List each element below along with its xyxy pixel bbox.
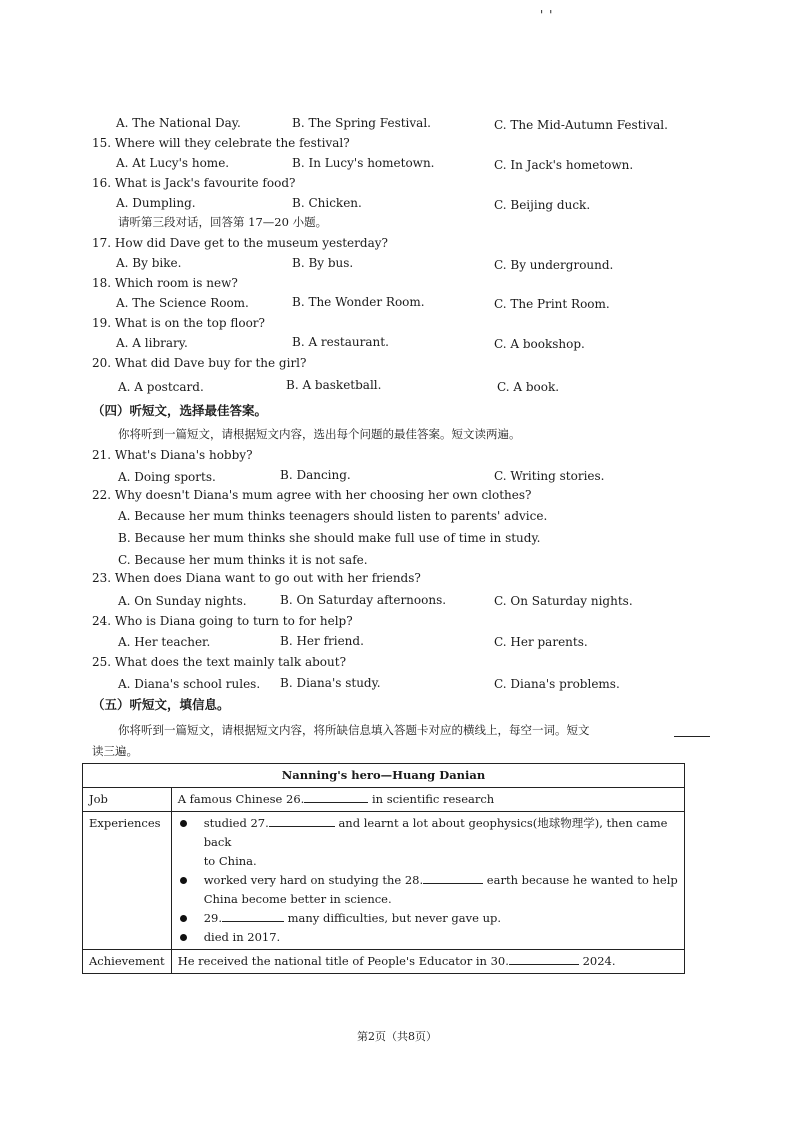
q15-option-b: B. In Lucy's hometown.: [292, 156, 435, 170]
experience-item-2: [178, 871, 678, 890]
q15-option-c: C. In Jack's hometown.: [494, 158, 634, 172]
q19-option-a: A. A library.: [116, 336, 188, 350]
q18-option-b: B. The Wonder Room.: [292, 295, 425, 309]
q14-option-c: C. The Mid-Autumn Festival.: [494, 118, 668, 132]
section4-instruction: 你将听到一篇短文，请根据短文内容，选出每个问题的最佳答案。短文读两遍。: [118, 427, 521, 441]
ach-text-pre: He received the national title of People's Educator in 30.: [177, 954, 509, 968]
blank-26: [304, 790, 368, 803]
exp1-text-post: and learnt a lot about geophysics(地球物理学), then came back: [203, 816, 668, 849]
q22-option-a: A. Because her mum thinks teenagers should listen to parents' advice.: [118, 509, 548, 523]
q17-option-c: C. By underground.: [494, 258, 614, 272]
q18-option-c: C. The Print Room.: [494, 297, 610, 311]
q23-option-a: A. On Sunday nights.: [118, 594, 247, 608]
bullet-icon: [180, 915, 187, 922]
q25-option-b: B. Diana's study.: [280, 676, 381, 690]
q23-option-c: C. On Saturday nights.: [494, 594, 633, 608]
q21-option-a: A. Doing sports.: [118, 470, 216, 484]
experience-item-4: [178, 928, 678, 947]
q24-option-a: A. Her teacher.: [118, 635, 211, 649]
q25-option-a: A. Diana's school rules.: [118, 677, 261, 691]
table-row-achievement: [83, 950, 685, 974]
job-text-pre: A famous Chinese 26.: [177, 792, 305, 806]
experience-item-1: [178, 814, 678, 852]
q16-question: 16. What is Jack's favourite food?: [92, 176, 296, 190]
q20-option-b: B. A basketball.: [286, 378, 382, 392]
top-mark: ' ': [540, 8, 554, 22]
job-cell: [171, 788, 684, 812]
q21-option-b: B. Dancing.: [280, 468, 351, 482]
achievement-cell: [171, 950, 684, 974]
section5-answer-line: [674, 735, 710, 737]
experiences-label: Experiences: [83, 812, 172, 950]
section5-title: （五）听短文，填信息。: [92, 697, 230, 712]
part3-instruction: 请听第三段对话，回答第 17—20 小题。: [118, 215, 328, 229]
section5-instruction-line1: 你将听到一篇短文，请根据短文内容，将所缺信息填入答题卡对应的横线上，每空一词。短文: [118, 723, 590, 737]
experiences-cell: [171, 812, 684, 950]
q18-option-a: A. The Science Room.: [116, 296, 249, 310]
exp2-text-post: earth because he wanted to help: [486, 873, 678, 887]
blank-28: [423, 871, 483, 884]
exp3-text-post: many difficulties, but never gave up.: [287, 911, 502, 925]
q22-question: 22. Why doesn't Diana's mum agree with her choosing her own clothes?: [92, 488, 532, 502]
q25-option-c: C. Diana's problems.: [494, 677, 620, 691]
section4-title: （四）听短文，选择最佳答案。: [92, 403, 268, 418]
bullet-icon: [180, 934, 187, 941]
q17-option-a: A. By bike.: [116, 256, 182, 270]
q14-option-b: B. The Spring Festival.: [292, 116, 431, 130]
section5-instruction-line2: 读三遍。: [92, 744, 138, 758]
exp2-continuation: China become better in science.: [203, 892, 392, 906]
info-table: [82, 763, 685, 974]
q24-option-b: B. Her friend.: [280, 634, 364, 648]
q23-question: 23. When does Diana want to go out with her friends?: [92, 571, 421, 585]
exp3-text-pre: 29.: [203, 911, 222, 925]
q17-question: 17. How did Dave get to the museum yesterday?: [92, 236, 388, 250]
q15-question: 15. Where will they celebrate the festival?: [92, 136, 350, 150]
bullet-icon: [180, 820, 187, 827]
info-table-title: Nanning's hero—Huang Danian: [83, 764, 685, 788]
table-row-job: [83, 788, 685, 812]
blank-27: [269, 814, 335, 827]
q20-question: 20. What did Dave buy for the girl?: [92, 356, 307, 370]
q21-option-c: C. Writing stories.: [494, 469, 605, 483]
experience-item-3: [178, 909, 678, 928]
table-row-experiences: [83, 812, 685, 950]
q22-option-b: B. Because her mum thinks she should make full use of time in study.: [118, 531, 541, 545]
q24-question: 24. Who is Diana going to turn to for help?: [92, 614, 353, 628]
ach-text-post: 2024.: [582, 954, 616, 968]
blank-30: [509, 952, 579, 965]
page-number: 第2页（共8页）: [357, 1030, 437, 1043]
q23-option-b: B. On Saturday afternoons.: [280, 593, 447, 607]
job-text-post: in scientific research: [371, 792, 495, 806]
blank-29: [222, 909, 284, 922]
q21-question: 21. What's Diana's hobby?: [92, 448, 253, 462]
exp4-text: died in 2017.: [203, 930, 281, 944]
q25-question: 25. What does the text mainly talk about?: [92, 655, 347, 669]
exp1-continuation: to China.: [203, 854, 257, 868]
job-label: Job: [83, 788, 172, 812]
bullet-icon: [180, 877, 187, 884]
q19-option-b: B. A restaurant.: [292, 335, 389, 349]
q16-option-a: A. Dumpling.: [116, 196, 196, 210]
q24-option-c: C. Her parents.: [494, 635, 588, 649]
q19-question: 19. What is on the top floor?: [92, 316, 265, 330]
q18-question: 18. Which room is new?: [92, 276, 238, 290]
q20-option-c: C. A book.: [497, 380, 560, 394]
q17-option-b: B. By bus.: [292, 256, 354, 270]
achievement-label: Achievement: [83, 950, 172, 974]
q14-option-a: A. The National Day.: [116, 116, 241, 130]
q20-option-a: A. A postcard.: [118, 380, 204, 394]
q16-option-c: C. Beijing duck.: [494, 198, 591, 212]
q19-option-c: C. A bookshop.: [494, 337, 585, 351]
exp2-text-pre: worked very hard on studying the 28.: [203, 873, 424, 887]
q22-option-c: C. Because her mum thinks it is not safe.: [118, 553, 368, 567]
exp1-text-pre: studied 27.: [203, 816, 269, 830]
q16-option-b: B. Chicken.: [292, 196, 362, 210]
q15-option-a: A. At Lucy's home.: [116, 156, 230, 170]
